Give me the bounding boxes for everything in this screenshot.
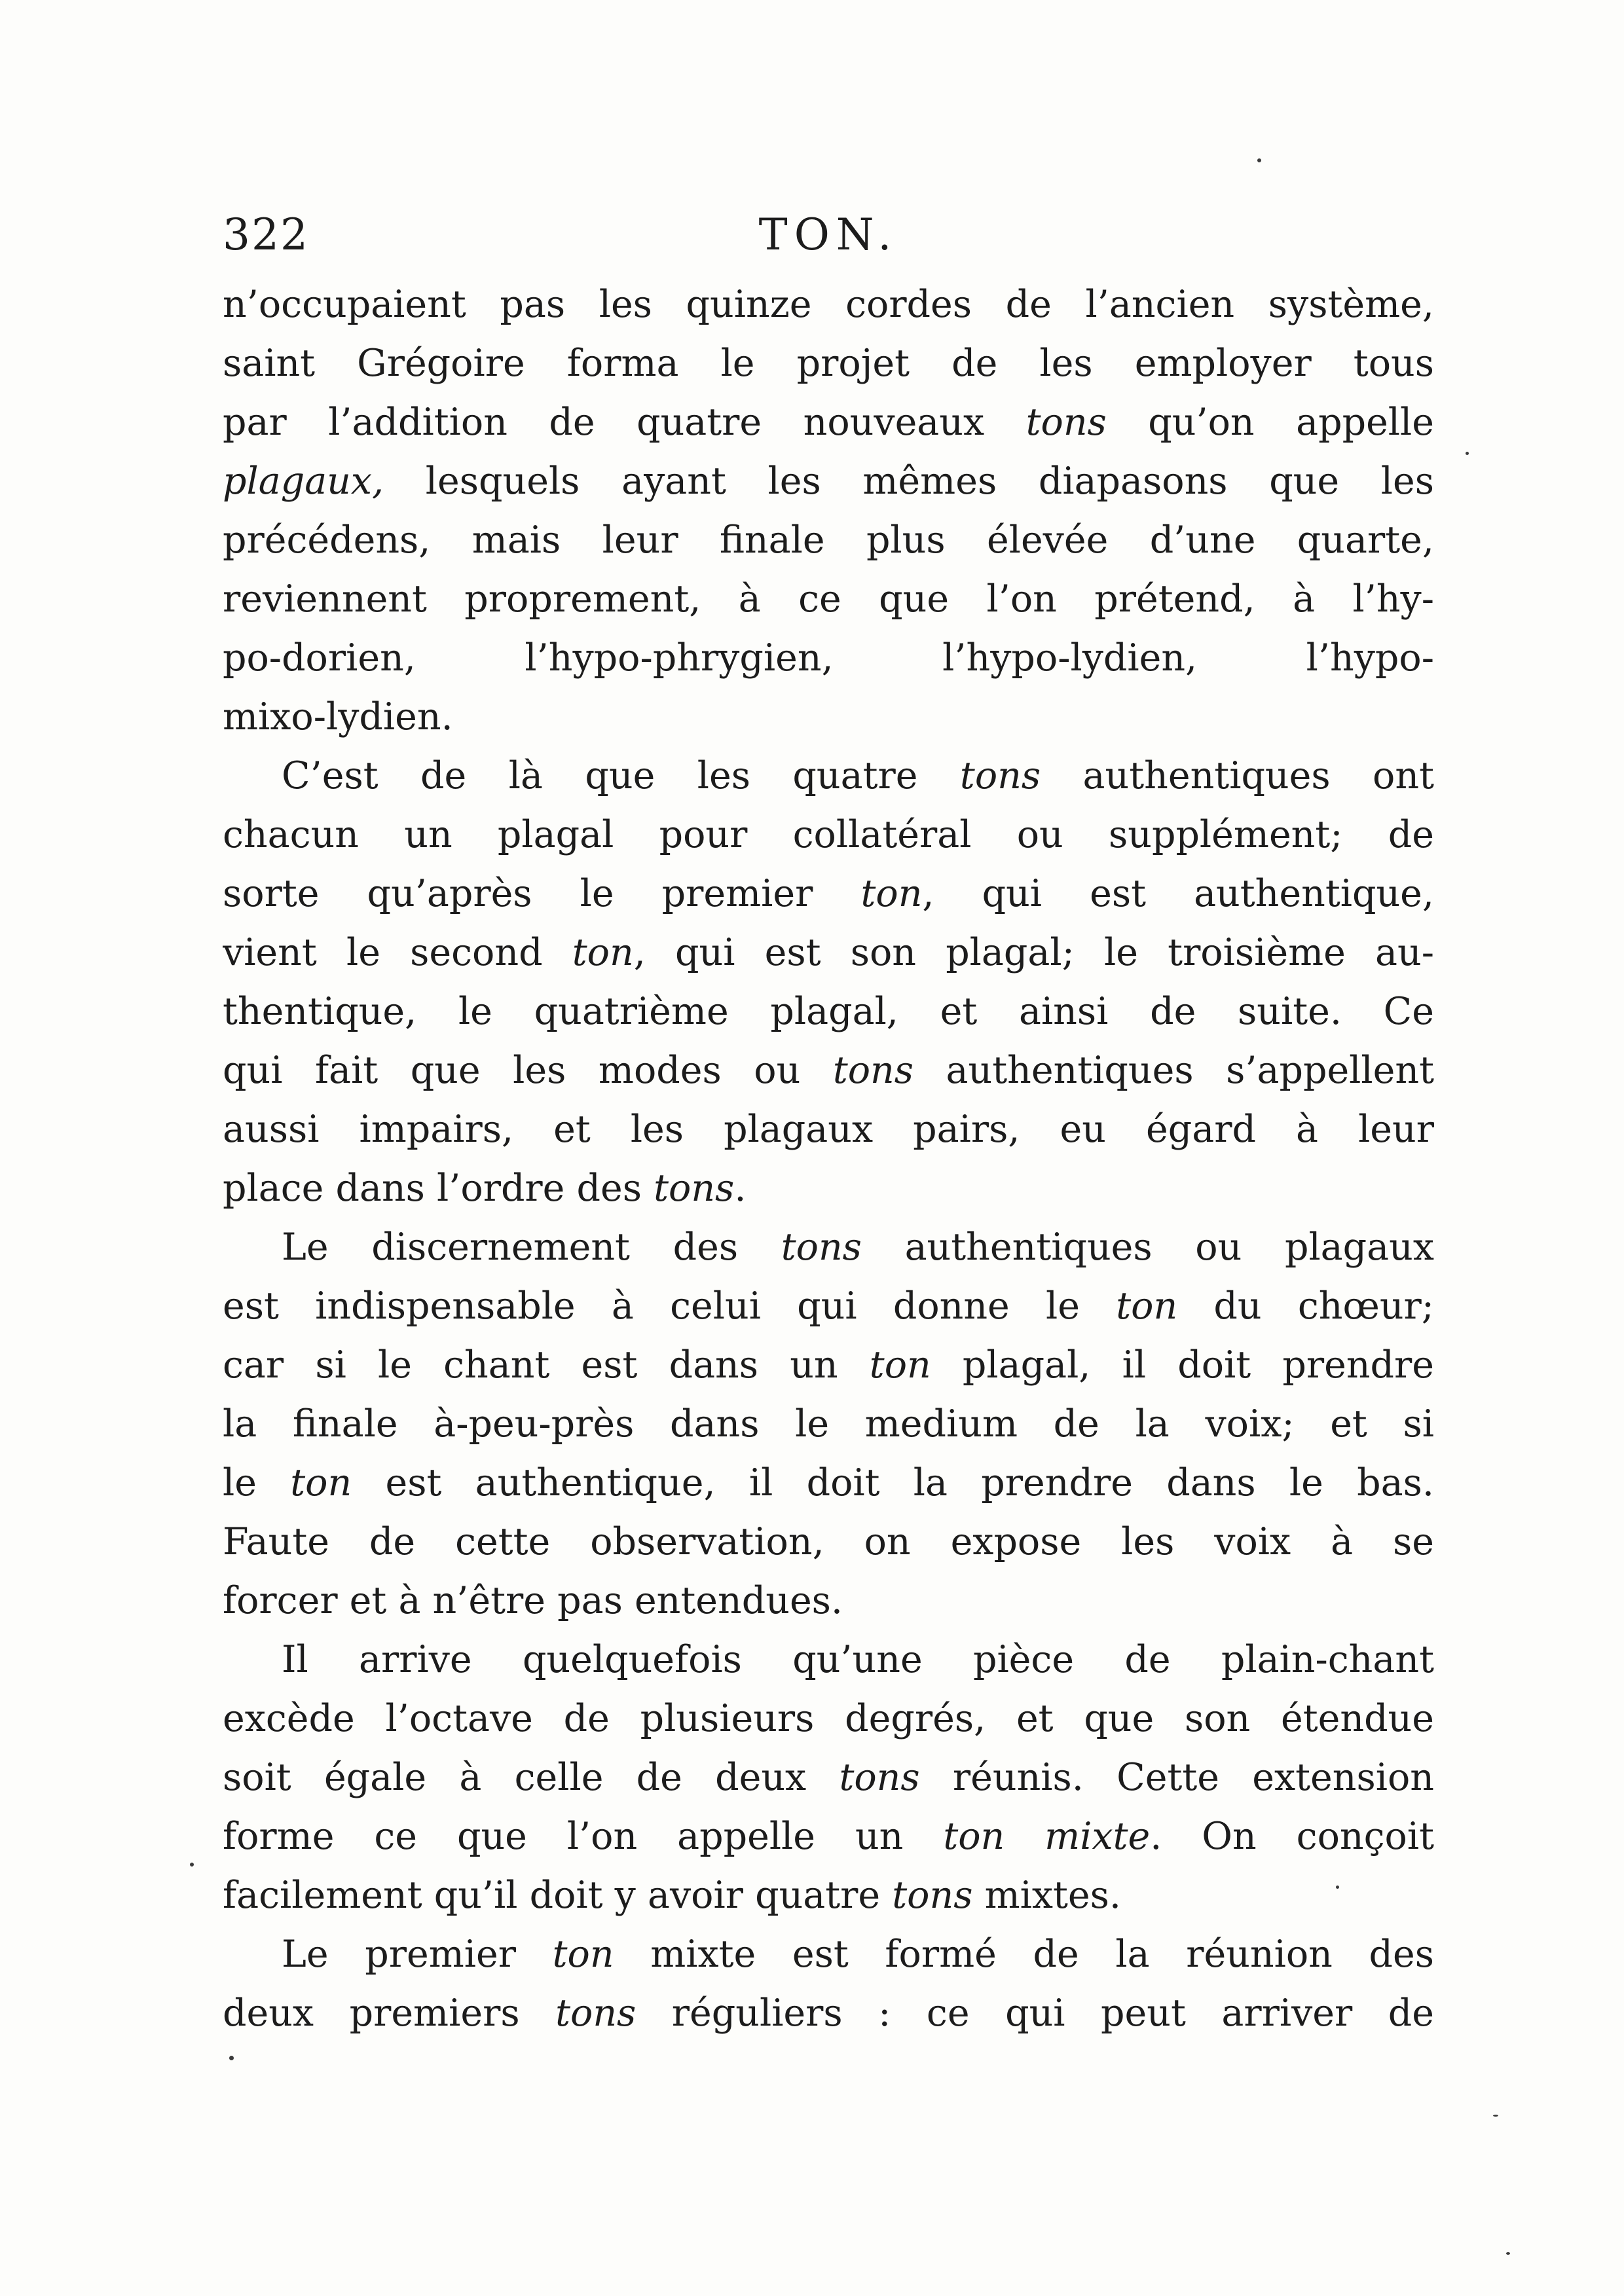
text-run: saint Grégoire forma le projet de les employer tous <box>223 342 1434 385</box>
text-line <box>223 805 1434 864</box>
text-line <box>223 1630 1434 1689</box>
italic-term: ton <box>552 1933 614 1976</box>
text-line <box>223 452 1434 511</box>
text-run: deux premiers <box>223 1992 556 2035</box>
italic-term: tons <box>555 1992 637 2035</box>
text-run: Il arrive quelquefois qu’une pièce de plain-chant <box>282 1638 1434 1681</box>
text-run: réguliers : ce qui peut arriver de <box>636 1992 1434 2035</box>
text-line <box>223 687 1434 746</box>
text-run: qui fait que les modes ou <box>223 1049 833 1092</box>
text-run: . <box>734 1167 747 1210</box>
text-line <box>223 1689 1434 1748</box>
text-run: lesquels ayant les mêmes diapasons que les <box>384 460 1434 503</box>
text-run: réunis. Cette extension <box>919 1756 1434 1799</box>
text-line <box>223 1866 1434 1925</box>
text-line <box>223 1512 1434 1571</box>
text-run: excède l’octave de plusieurs degrés, et que son étendue <box>223 1697 1434 1740</box>
text-line <box>223 1984 1434 2043</box>
text-line <box>223 275 1434 334</box>
italic-term: tons <box>781 1226 862 1269</box>
text-run: qu’on appelle <box>1106 401 1434 444</box>
italic-term: tons <box>654 1167 735 1210</box>
italic-term: tons <box>839 1756 920 1799</box>
text-line <box>223 1159 1434 1218</box>
text-line <box>223 864 1434 923</box>
text-line <box>223 570 1434 629</box>
text-line <box>223 923 1434 982</box>
text-run: est indispensable à celui qui donne le <box>223 1285 1116 1328</box>
text-run: le <box>223 1461 291 1504</box>
text-line <box>223 511 1434 570</box>
italic-term: ton <box>1116 1285 1178 1328</box>
page-number: 322 <box>223 210 309 260</box>
text-run: plagal, il doit prendre <box>931 1343 1434 1387</box>
text-run: Le discernement des <box>282 1226 781 1269</box>
text-line <box>223 1336 1434 1394</box>
text-run: facilement qu’il doit y avoir quatre <box>223 1874 893 1917</box>
text-line <box>223 1277 1434 1336</box>
italic-term: tons <box>1025 401 1107 444</box>
text-run: C’est de là que les quatre <box>282 754 960 797</box>
text-run: , qui est son plagal; le troisième au- <box>633 931 1434 974</box>
text-block <box>223 196 1434 2043</box>
text-run: authentiques ou plagaux <box>861 1226 1434 1269</box>
text-line <box>223 393 1434 452</box>
text-run: Faute de cette observation, on expose les voix à se <box>223 1520 1434 1563</box>
text-run: n’occupaient pas les quinze cordes de l’ancien système, <box>223 283 1434 326</box>
text-run: mixo-lydien. <box>223 695 453 738</box>
page-title: TON. <box>758 210 898 260</box>
text-run: est authentique, il doit la prendre dans le bas. <box>352 1461 1434 1504</box>
text-run: authentiques s’appellent <box>913 1049 1434 1092</box>
italic-term: tons <box>832 1049 913 1092</box>
italic-term: tons <box>959 754 1041 797</box>
text-run: thentique, le quatrième plagal, et ainsi de suite. Ce <box>223 990 1434 1033</box>
text-run: . On conçoit <box>1150 1815 1434 1858</box>
text-run: , qui est authentique, <box>922 872 1434 915</box>
text-run: po-dorien, l’hypo-phrygien, l’hypo-lydien, l’hypo- <box>223 636 1434 680</box>
text-line <box>223 1394 1434 1453</box>
italic-term: ton <box>869 1343 931 1387</box>
text-run: mixte est formé de la réunion des <box>614 1933 1434 1976</box>
body-text <box>223 275 1434 2043</box>
text-run: place dans l’ordre des <box>223 1167 654 1210</box>
text-line <box>223 982 1434 1041</box>
text-line <box>223 1041 1434 1100</box>
text-line <box>223 334 1434 393</box>
text-line <box>223 1218 1434 1277</box>
text-run: par l’addition de quatre nouveaux <box>223 401 1026 444</box>
text-run: car si le chant est dans un <box>223 1343 870 1387</box>
italic-term: ton mixte <box>943 1815 1151 1858</box>
text-line <box>223 1571 1434 1630</box>
text-run: forme ce que l’on appelle un <box>223 1815 944 1858</box>
text-run: mixtes. <box>972 1874 1122 1917</box>
text-run: chacun un plagal pour collatéral ou supplément; de <box>223 813 1434 856</box>
italic-term: tons <box>892 1874 973 1917</box>
text-run: du chœur; <box>1177 1285 1434 1328</box>
text-run: la finale à-peu-près dans le medium de la voix; et si <box>223 1402 1434 1446</box>
italic-term: ton <box>290 1461 352 1504</box>
text-line <box>223 1100 1434 1159</box>
italic-term: plagaux, <box>223 460 384 503</box>
running-head <box>223 196 1434 275</box>
text-run: aussi impairs, et les plagaux pairs, eu égard à leur <box>223 1108 1434 1151</box>
text-run: précédens, mais leur finale plus élevée d’une quarte, <box>223 519 1434 562</box>
text-run: reviennent proprement, à ce que l’on prétend, à l’hy- <box>223 577 1434 621</box>
text-run: authentiques ont <box>1041 754 1434 797</box>
text-line <box>223 1748 1434 1807</box>
text-run: vient le second <box>223 931 572 974</box>
text-line <box>223 1807 1434 1866</box>
text-run: soit égale à celle de deux <box>223 1756 840 1799</box>
italic-term: ton <box>860 872 923 915</box>
text-run: Le premier <box>282 1933 553 1976</box>
text-run: sorte qu’après le premier <box>223 872 861 915</box>
text-line <box>223 1453 1434 1512</box>
text-line <box>223 629 1434 687</box>
italic-term: ton <box>572 931 634 974</box>
text-line <box>223 1925 1434 1984</box>
text-line <box>223 746 1434 805</box>
text-run: forcer et à n’être pas entendues. <box>223 1579 843 1622</box>
